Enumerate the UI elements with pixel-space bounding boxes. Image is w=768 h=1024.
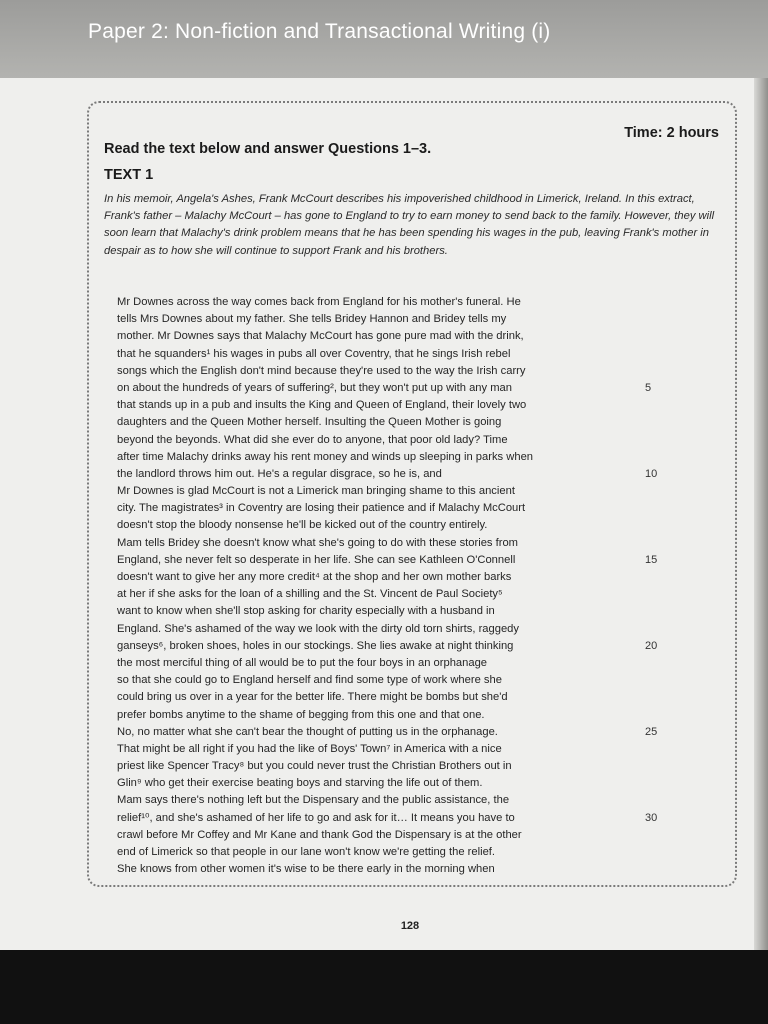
page-edge — [754, 0, 768, 950]
passage-line-text: city. The magistrates³ in Coventry are losing their patience and if Malachy McCourt — [117, 502, 526, 515]
passage-line — [117, 758, 717, 775]
passage-line-text: relief¹⁰, and she's ashamed of her life to go and ask for it… It means you have to — [117, 811, 515, 824]
passage-line — [117, 552, 717, 569]
passage-line — [117, 741, 717, 758]
time-allowed: Time: 2 hours — [624, 125, 719, 141]
line-number: 25 — [645, 725, 658, 738]
passage-line-text: want to know when she'll stop asking for charity especially with a husband in — [117, 605, 495, 618]
passage-line — [117, 311, 717, 328]
passage-line-text: ganseys⁶, broken shoes, holes in our stockings. She lies awake at night thinking — [117, 639, 514, 652]
text-label: TEXT 1 — [104, 167, 154, 183]
passage-line-text: Mr Downes is glad McCourt is not a Limerick man bringing shame to this ancient — [117, 485, 515, 498]
passage-line — [117, 414, 717, 431]
passage-line-text: No, no matter what she can't bear the thought of putting us in the orphanage. — [117, 725, 498, 738]
passage-line — [117, 294, 717, 311]
passage-line-text: that he squanders¹ his wages in pubs all over Coventry, that he sings Irish rebel — [117, 347, 511, 360]
passage-line — [117, 397, 717, 414]
passage-line — [117, 792, 717, 809]
passage-line — [117, 432, 717, 449]
passage-line-text: at her if she asks for the loan of a shilling and the St. Vincent de Paul Society⁵ — [117, 588, 503, 601]
passage-line — [117, 844, 717, 861]
line-number: 20 — [645, 639, 658, 652]
passage-line — [117, 535, 717, 552]
passage-line-text: Glin⁹ who get their exercise beating boys and starving the life out of them. — [117, 777, 483, 790]
passage-line — [117, 569, 717, 586]
text-frame — [87, 101, 737, 887]
passage-line-text: doesn't stop the bloody nonsense he'll be kicked out of the country entirely. — [117, 519, 488, 532]
passage-line-text: Mam says there's nothing left but the Dispensary and the public assistance, the — [117, 794, 510, 807]
passage-line — [117, 621, 717, 638]
passage-line-text: daughters and the Queen Mother herself. Insulting the Queen Mother is going — [117, 416, 502, 429]
passage-line — [117, 500, 717, 517]
passage-line — [117, 586, 717, 603]
passage-line — [117, 655, 717, 672]
passage-line-text: priest like Spencer Tracy⁸ but you could never trust the Christian Brothers out in — [117, 760, 512, 773]
passage-line-text: prefer bombs anytime to the shame of begging from this one and that one. — [117, 708, 485, 721]
line-number: 10 — [645, 467, 658, 480]
line-number: 15 — [645, 553, 658, 566]
page-title: Paper 2: Non-fiction and Transactional Writing (i) — [88, 20, 551, 43]
line-number: 5 — [645, 381, 652, 394]
passage-line — [117, 466, 717, 483]
passage-line — [117, 689, 717, 706]
page-number: 128 — [400, 920, 420, 932]
passage-line-text: tells Mrs Downes about my father. She tells Bridey Hannon and Bridey tells my — [117, 313, 507, 326]
passage-line — [117, 328, 717, 345]
passage-line-text: mother. Mr Downes says that Malachy McCourt has gone pure mad with the drink, — [117, 330, 524, 343]
passage-line-text: She knows from other women it's wise to be there early in the morning when — [117, 863, 495, 876]
passage-line-text: could bring us over in a year for the better life. There might be bombs but she'd — [117, 691, 508, 704]
passage-line-text: the most merciful thing of all would be to put the four boys in an orphanage — [117, 656, 488, 669]
passage-line — [117, 483, 717, 500]
passage-line-text: That might be all right if you had the like of Boys' Town⁷ in America with a nice — [117, 742, 502, 755]
passage-line — [117, 517, 717, 534]
line-number: 30 — [645, 811, 658, 824]
passage-line — [117, 861, 717, 878]
intro-paragraph: In his memoir, Angela's Ashes, Frank McCourt describes his impoverished childhood in Limerick, Ireland. In this extract, Frank's father – Malachy McCourt – has gone to England to try to earn money to send back to the family. However, they will soon learn that Malachy's drink problem means that he has been spending his wages in the pub, leaving Frank's mother in despair as to how she will continue to support Frank and his brothers. — [104, 193, 715, 257]
passage-line — [117, 449, 717, 466]
passage-line-text: Mr Downes across the way comes back from England for his mother's funeral. He — [117, 296, 521, 308]
passage-line-text: doesn't want to give her any more credit⁴ at the shop and her own mother barks — [117, 571, 512, 583]
passage-line-text: so that she could go to England herself and find some type of work where she — [117, 674, 502, 687]
passage-line-text: after time Malachy drinks away his rent money and winds up sleeping in parks when — [117, 450, 534, 463]
passage-line-text: England, she never felt so desperate in her life. She can see Kathleen O'Connell — [117, 553, 516, 566]
passage-line — [117, 603, 717, 620]
header-band — [0, 0, 768, 78]
passage-line-text: England. She's ashamed of the way we look with the dirty old torn shirts, raggedy — [117, 622, 519, 635]
passage-line — [117, 724, 717, 741]
passage-line — [117, 810, 717, 827]
passage-line — [117, 380, 717, 397]
passage-line — [117, 363, 717, 380]
passage-line — [117, 707, 717, 724]
passage-line-text: the landlord throws him out. He's a regular disgrace, so he is, and — [117, 467, 442, 480]
passage-line — [117, 775, 717, 792]
passage-line-text: on about the hundreds of years of suffering², but they won't put up with any man — [117, 381, 512, 394]
passage-line-text: that stands up in a pub and insults the King and Queen of England, their lovely two — [117, 399, 527, 412]
passage-line-text: end of Limerick so that people in our lane won't know we're getting the relief. — [117, 846, 496, 858]
passage-line — [117, 672, 717, 689]
passage-line — [117, 827, 717, 844]
passage-line — [117, 638, 717, 655]
passage-line — [117, 346, 717, 363]
instruction-heading: Read the text below and answer Questions 1–3. — [104, 141, 432, 157]
passage-lines — [117, 294, 717, 878]
passage-line-text: crawl before Mr Coffey and Mr Kane and thank God the Dispensary is at the other — [117, 828, 522, 841]
passage-line-text: Mam tells Bridey she doesn't know what she's going to do with these stories from — [117, 536, 518, 549]
passage-line-text: songs which the English don't mind because they're used to the way the Irish carry — [117, 364, 526, 377]
passage-line-text: beyond the beyonds. What did she ever do to anyone, that poor old lady? Time — [117, 433, 508, 446]
